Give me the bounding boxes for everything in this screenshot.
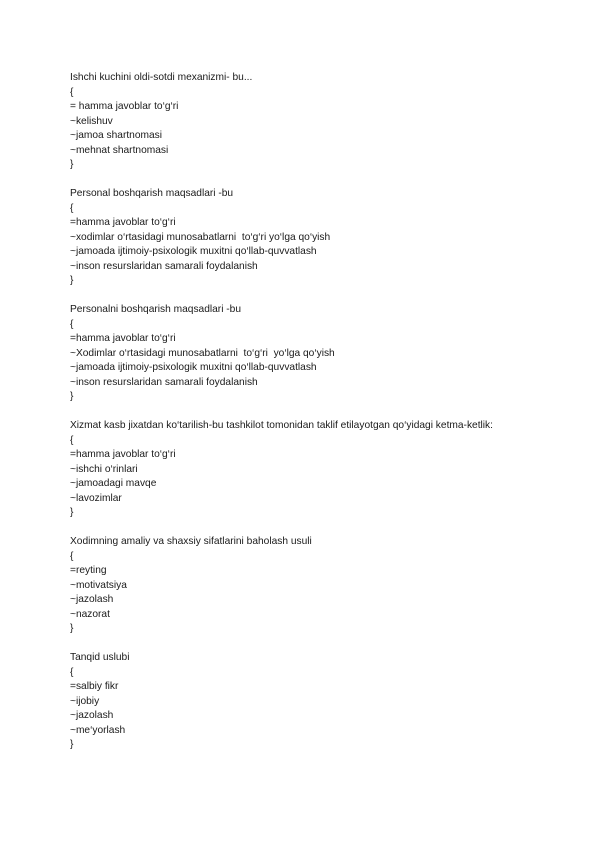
answer-option: =reyting — [70, 565, 107, 576]
answer-option: ~lavozimlar — [70, 492, 122, 504]
open-brace: { — [70, 202, 74, 214]
close-brace: } — [70, 275, 74, 286]
question-block-4 — [70, 419, 570, 521]
open-brace: { — [70, 666, 74, 678]
answer-option: ~jamoada ijtimoiy-psixologik muxitni qo‘llab-quvvatlash — [70, 246, 317, 257]
answer-option: =salbiy fikr — [70, 681, 119, 692]
question-block-2 — [70, 187, 570, 289]
answer-option: ~jamoa shartnomasi — [70, 130, 163, 141]
close-brace: } — [70, 739, 74, 750]
answer-option: ~jamoadagi mavqe — [70, 478, 157, 489]
open-brace: { — [70, 86, 74, 98]
answer-option: ~jazolash — [70, 594, 114, 605]
question-title: Xodimning amaliy va shaxsiy sifatlarini baholash usuli — [70, 536, 312, 547]
question-block-1 — [70, 71, 570, 173]
question-title: Xizmat kasb jixatdan ko‘tarilish-bu tashkilot tomonidan taklif etilayotgan qo‘yidagi ketma-ketlik: — [70, 420, 493, 431]
close-brace: } — [70, 507, 74, 518]
close-brace: } — [70, 159, 74, 170]
question-title: Tanqid uslubi — [70, 652, 130, 663]
answer-option: ~mehnat shartnomasi — [70, 144, 169, 156]
answer-option: ~xodimlar o‘rtasidagi munosabatlarni to‘g‘ri yo‘lga qo‘yish — [70, 231, 331, 243]
answer-option: ~Xodimlar o‘rtasidagi munosabatlarni to‘g‘ri yo‘lga qo‘yish — [70, 347, 335, 359]
document-page — [70, 71, 570, 767]
close-brace: } — [70, 391, 74, 402]
answer-option: ~inson resurslaridan samarali foydalanish — [70, 376, 258, 388]
answer-option: ~nazorat — [70, 608, 110, 620]
open-brace: { — [70, 434, 74, 446]
answer-option: =hamma javoblar to‘g‘ri — [70, 333, 176, 344]
answer-option: ~ijobiy — [70, 695, 100, 707]
answer-option: =hamma javoblar to‘g‘ri — [70, 217, 176, 228]
answer-option: ~inson resurslaridan samarali foydalanish — [70, 260, 258, 272]
question-title: Ishchi kuchini oldi-sotdi mexanizmi- bu... — [70, 72, 253, 83]
answer-option: ~me‘yorlash — [70, 724, 126, 736]
open-brace: { — [70, 318, 74, 330]
answer-option: ~motivatsiya — [70, 579, 127, 591]
answer-option: =hamma javoblar to‘g‘ri — [70, 449, 176, 460]
answer-option: ~kelishuv — [70, 115, 113, 127]
question-block-5 — [70, 535, 570, 637]
answer-option: = hamma javoblar to‘g‘ri — [70, 101, 179, 112]
question-title: Personalni boshqarish maqsadlari -bu — [70, 304, 242, 315]
answer-option: ~jazolash — [70, 710, 114, 721]
question-block-6 — [70, 651, 570, 753]
answer-option: ~ishchi o‘rinlari — [70, 463, 138, 475]
question-title: Personal boshqarish maqsadlari -bu — [70, 188, 234, 199]
open-brace: { — [70, 550, 74, 562]
answer-option: ~jamoada ijtimoiy-psixologik muxitni qo‘llab-quvvatlash — [70, 362, 317, 373]
close-brace: } — [70, 623, 74, 634]
question-block-3 — [70, 303, 570, 405]
